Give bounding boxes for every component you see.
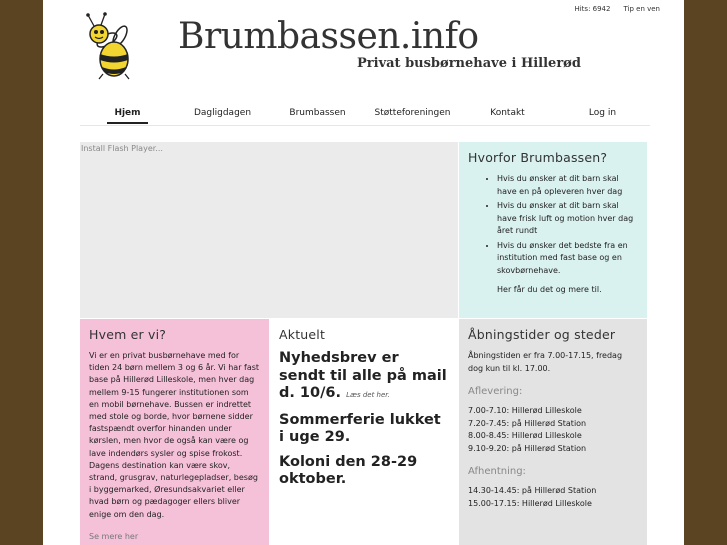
- dropoff-time: 7.20-7.45: på Hillerød Station: [468, 418, 587, 428]
- site-logo[interactable]: [81, 12, 581, 82]
- flash-placeholder[interactable]: [80, 142, 458, 318]
- site-title: Brumbassen.info: [178, 16, 479, 57]
- why-box: [459, 142, 647, 318]
- why-more-link[interactable]: Her får du det og mere til.: [497, 285, 602, 294]
- nav-item-stotteforeningen[interactable]: Støtteforeningen: [374, 108, 451, 118]
- list-item: • Hvis du ønsker det bedste fra en institution med fast base og en skovbørnehave.: [497, 240, 638, 278]
- pickup-time: 15.00-17.15: Hillerød Lilleskole: [468, 498, 592, 508]
- hours-intro: Åbningstiden er fra 7.00-17.15, fredag dog kun til kl. 17.00.: [468, 351, 623, 373]
- dropoff-time: 9.10-9.20: på Hillerød Station: [468, 443, 587, 453]
- nav-item-kontakt[interactable]: Kontakt: [490, 108, 525, 118]
- who-more-link[interactable]: Se mere her: [89, 531, 139, 541]
- news-headline: Sommerferie lukket i uge 29.: [279, 411, 441, 445]
- site-subtitle: Privat busbørnehave i Hillerød: [357, 56, 581, 71]
- tip-a-friend-link[interactable]: Tip en ven: [623, 5, 660, 13]
- dropoff-heading: Aflevering:: [468, 386, 523, 397]
- news-headline: Koloni den 28-29 oktober.: [279, 453, 418, 487]
- install-flash-link[interactable]: Install Flash Player...: [81, 144, 163, 153]
- news-read-more-link[interactable]: Læs det her.: [346, 391, 390, 399]
- nav-item-hjem[interactable]: Hjem: [80, 100, 175, 125]
- news-title: Aktuelt: [279, 327, 326, 342]
- news-item: [279, 454, 449, 489]
- page: [43, 0, 684, 545]
- pickup-time: 14.30-14.45: på Hillerød Station: [468, 486, 597, 495]
- hits-counter: Hits: 6942: [574, 5, 611, 13]
- dropoff-time: 7.00-7.10: Hillerød Lilleskole: [468, 406, 582, 415]
- list-item: • Hvis du ønsker at dit barn skal have frisk luft og motion hver dag året rundt: [497, 200, 638, 238]
- bee-logo-icon: [81, 12, 141, 80]
- why-title: Hvorfor Brumbassen?: [468, 150, 608, 165]
- who-box: [80, 319, 269, 545]
- main-nav: [80, 100, 650, 126]
- nav-item-brumbassen[interactable]: Brumbassen: [289, 108, 346, 118]
- pickup-heading: Afhentning:: [468, 466, 526, 477]
- news-headline: Nyhedsbrev er sendt til alle på mail d. 10/6.: [279, 350, 447, 401]
- hours-box: [459, 319, 647, 545]
- news-box: [270, 319, 458, 545]
- nav-item-log-in[interactable]: Log in: [588, 108, 617, 118]
- who-title: Hvem er vi?: [89, 327, 167, 342]
- news-item: [279, 350, 449, 405]
- hours-title: Åbningstider og steder: [468, 327, 616, 342]
- who-text: Vi er en privat busbørnehave med for tiden 24 børn mellem 3 og 6 år. Vi har fast base på Hillerød Lilleskole, men hver dag mellem 9-15 fungerer institutionen som en mobil børnehave. Bussen er indrettet med stole og borde, hvor børnene sidder fastspændt overfor hinanden under kørslen, men hvor de også kan være og lave indendørs sysler og spise frokost. Dagens destination kan være skov, strand, grusgrav, naturlegepladser, besøg i byggemarked, Øresundsakvariet eller hvad børn og pædagoger ellers bliver enige om den dag.: [89, 351, 260, 519]
- nav-item-dagligdagen[interactable]: Dagligdagen: [193, 108, 252, 118]
- top-links: [574, 5, 660, 13]
- why-list: [468, 173, 638, 277]
- dropoff-time: 8.00-8.45: Hillerød Lilleskole: [468, 431, 582, 440]
- news-item: [279, 412, 449, 447]
- list-item: • Hvis du ønsker at dit barn skal have en på opleveren hver dag: [497, 173, 638, 198]
